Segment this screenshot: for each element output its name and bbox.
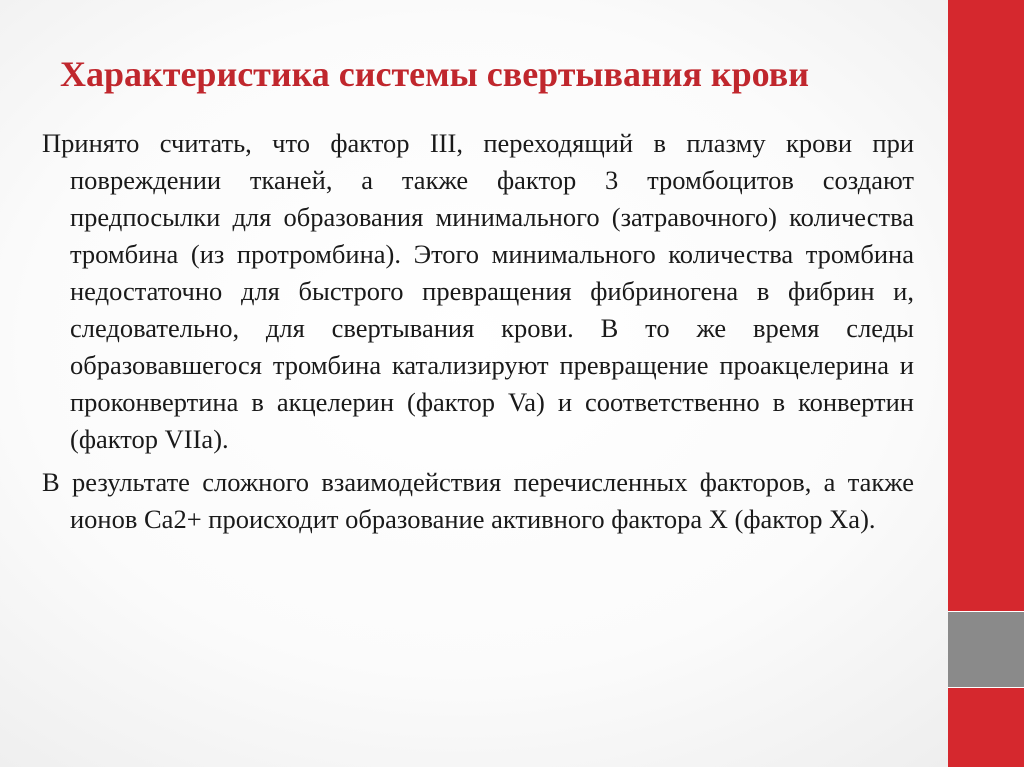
paragraph-2: В результате сложного взаимодействия перечисленных факторов, а также ионов Са2+ происходит образование активного фактора X (фактор Xa). [42, 467, 914, 534]
side-bar-gray-block [948, 612, 1024, 688]
slide-title: Характеристика системы свертывания крови [60, 54, 809, 94]
side-bar-red-top [948, 0, 1024, 612]
decorative-side-bar [948, 0, 1024, 767]
side-bar-red-bottom [948, 688, 1024, 767]
paragraph-1: Принято считать, что фактор III, переходящий в плазму крови при повреждении тканей, а также фактор 3 тромбоцитов создают предпосылки для образования минимального (затравочного) количества тромбина (из протромбина). Этого минимального количества тромбина недостаточно для быстрого превращения фибриногена в фибрин и, следовательно, для свертывания крови. В то же время следы образовавшегося тромбина катализируют превращение проакцелерина и проконвертина в акцелерин (фактор Va) и соответственно в конвертин (фактор VIIa). [42, 128, 914, 454]
slide-body [42, 125, 914, 544]
